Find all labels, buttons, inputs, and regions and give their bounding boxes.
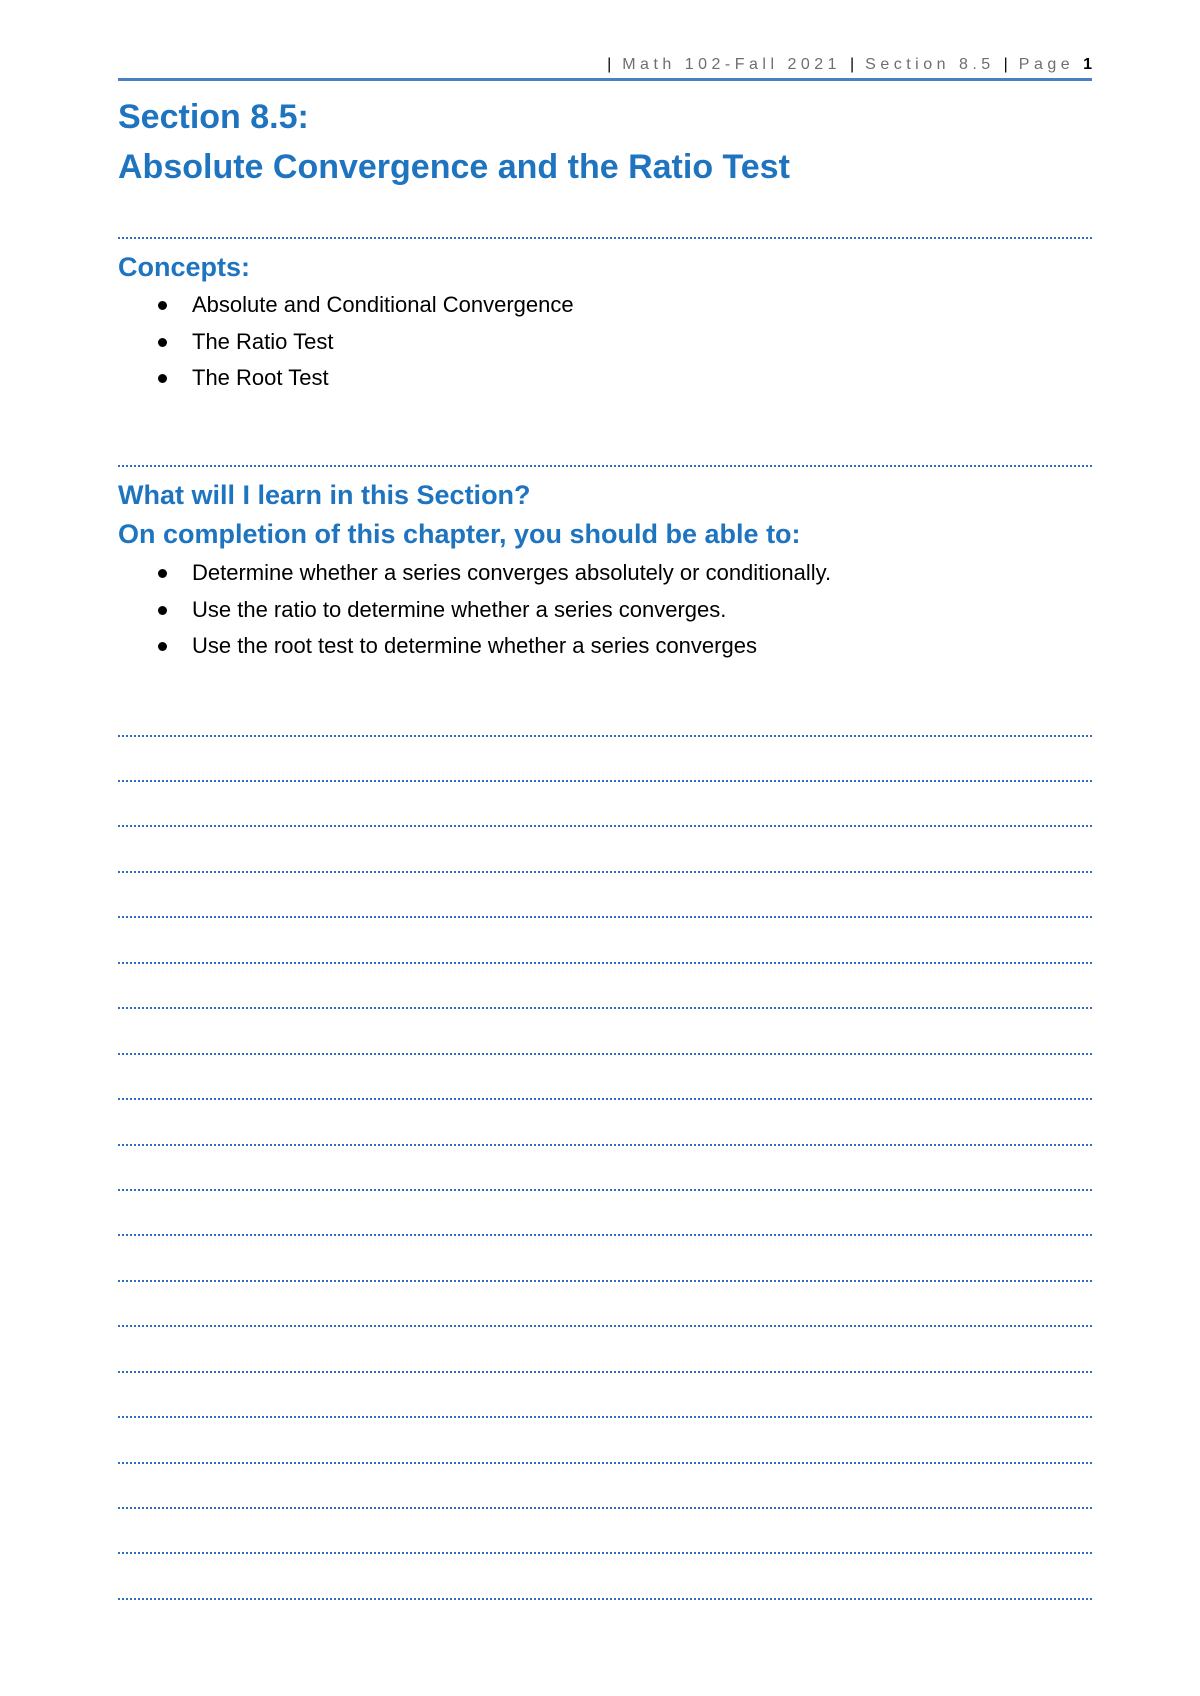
note-line (118, 780, 1092, 782)
list-item: Use the ratio to determine whether a series converges. (118, 592, 831, 629)
list-item: The Root Test (118, 360, 574, 397)
title-line-1: Section 8.5: (118, 98, 309, 136)
concepts-heading: Concepts: (118, 252, 251, 282)
note-line (118, 1280, 1092, 1282)
note-line (118, 916, 1092, 918)
note-line (118, 1007, 1092, 1009)
bullet-icon (158, 338, 167, 347)
divider-dotted (118, 237, 1092, 239)
note-line (118, 871, 1092, 873)
bullet-icon (158, 569, 167, 578)
note-line (118, 1462, 1092, 1464)
note-line (118, 735, 1092, 737)
note-line (118, 1234, 1092, 1236)
bullet-icon (158, 606, 167, 615)
header-divider (118, 78, 1092, 81)
list-item: Absolute and Conditional Convergence (118, 287, 574, 324)
note-line (118, 1325, 1092, 1327)
page-title (118, 92, 790, 192)
objectives-list (118, 555, 831, 665)
note-line (118, 1371, 1092, 1373)
title-line-2: Absolute Convergence and the Ratio Test (118, 148, 790, 186)
bullet-icon (158, 374, 167, 383)
bullet-icon (158, 642, 167, 651)
header-section: Section 8.5 (865, 56, 995, 73)
learn-heading: What will I learn in this Section? (118, 480, 531, 510)
note-line (118, 1598, 1092, 1600)
note-line (118, 1416, 1092, 1418)
list-item: Determine whether a series converges absolutely or conditionally. (118, 555, 831, 592)
list-item: Use the root test to determine whether a series converges (118, 628, 831, 665)
note-line (118, 825, 1092, 827)
note-line (118, 1144, 1092, 1146)
page-header: | Math 102-Fall 2021 | Section 8.5 | Page 1 (607, 56, 1092, 73)
bullet-icon (158, 301, 167, 310)
header-page-label: Page (1018, 56, 1075, 73)
header-course: Math 102-Fall 2021 (622, 56, 842, 73)
header-page-number: 1 (1083, 56, 1092, 73)
note-line (118, 1053, 1092, 1055)
note-line (118, 1552, 1092, 1554)
note-line (118, 1507, 1092, 1509)
concepts-list (118, 287, 574, 397)
divider-dotted (118, 465, 1092, 467)
note-line (118, 962, 1092, 964)
list-item: The Ratio Test (118, 324, 574, 361)
learn-subheading: On completion of this chapter, you should be able to: (118, 519, 801, 549)
note-line (118, 1189, 1092, 1191)
note-line (118, 1098, 1092, 1100)
